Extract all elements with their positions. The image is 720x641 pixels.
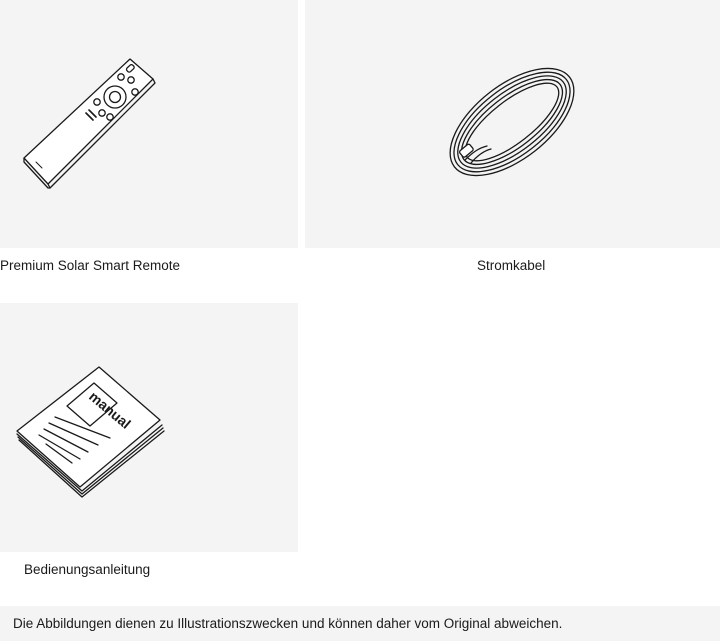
remote-control-icon [0, 0, 298, 248]
manual-cover-text: manual [86, 388, 134, 432]
accessory-card-remote [0, 0, 298, 248]
accessory-card-manual [0, 303, 298, 552]
accessory-card-cable [305, 0, 720, 248]
disclaimer-text: Die Abbildungen dienen zu Illustrationszwecken und können daher vom Original abweichen. [13, 616, 563, 631]
manual-booklet-icon [0, 303, 298, 552]
power-cable-icon [305, 0, 720, 248]
disclaimer-bar [0, 606, 720, 641]
accessory-label-manual: Bedienungsanleitung [24, 562, 151, 577]
accessory-label-cable: Stromkabel [477, 258, 546, 273]
accessory-label-remote: Premium Solar Smart Remote [0, 258, 181, 273]
